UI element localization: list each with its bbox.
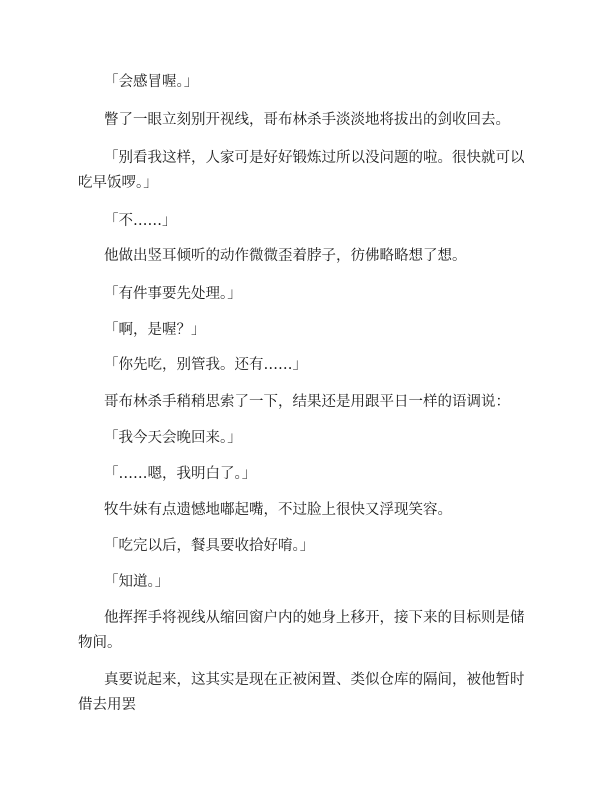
paragraph-4: 「不……」 — [104, 213, 177, 229]
paragraph-3-line-1: 「别看我这样，人家可是好好锻炼过所以没问题的啦。很快就可以 — [104, 150, 525, 166]
paragraph-7: 「啊，是喔？」 — [104, 322, 206, 338]
paragraph-3-line-2: 吃早饭啰。」 — [78, 175, 158, 191]
paragraph-15-line-1: 他挥挥手将视线从缩回窗户内的她身上移开，接下来的目标则是储 — [104, 610, 525, 626]
paragraph-16-line-1: 真要说起来，这其实是现在正被闲置、类似仓库的隔间，被他暂时 — [104, 672, 525, 688]
paragraph-11: 「……嗯，我明白了。」 — [104, 466, 257, 482]
paragraph-15-line-2: 物间。 — [78, 635, 122, 651]
paragraph-13: 「吃完以后，餐具要收拾好唷。」 — [104, 538, 315, 554]
paragraph-2: 瞥了一眼立刻别开视线，哥布林杀手淡淡地将拔出的剑收回去。 — [104, 112, 510, 128]
paragraph-6: 「有件事要先处理。」 — [104, 286, 242, 302]
paragraph-9: 哥布林杀手稍稍思索了一下，结果还是用跟平日一样的语调说： — [104, 394, 510, 410]
paragraph-8: 「你先吃，别管我。还有……」 — [104, 357, 307, 373]
paragraph-12: 牧牛妹有点遗憾地嘟起嘴，不过脸上很快又浮现笑容。 — [104, 502, 452, 518]
paragraph-5: 他做出竖耳倾听的动作微微歪着脖子，彷佛略略想了想。 — [104, 248, 467, 264]
paragraph-1: 「会感冒喔。」 — [104, 74, 199, 90]
paragraph-10: 「我今天会晚回来。」 — [104, 430, 242, 446]
paragraph-14: 「知道。」 — [104, 574, 170, 590]
paragraph-16-line-2: 借去用罢 — [78, 697, 136, 713]
